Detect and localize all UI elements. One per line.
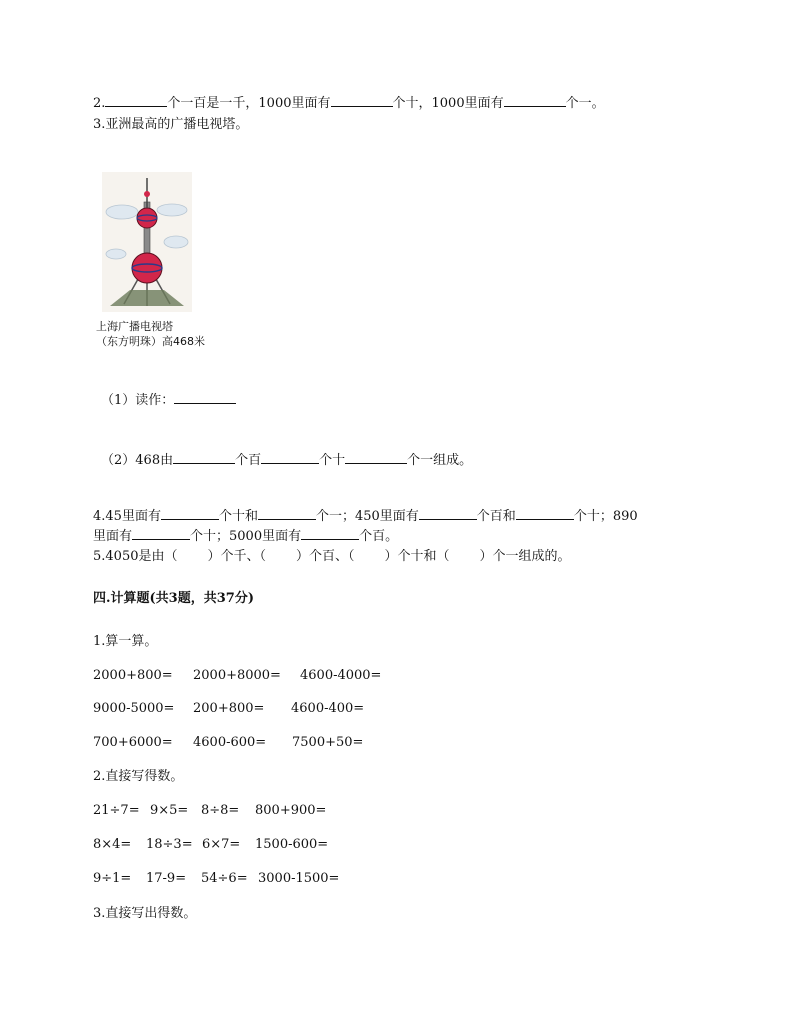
q4-text: 4.45里面有 bbox=[93, 509, 161, 524]
sub2-text: 个百 bbox=[235, 453, 262, 468]
calc-item: 2000+8000= bbox=[193, 668, 281, 683]
answer-blank[interactable] bbox=[173, 451, 235, 464]
answer-blank[interactable] bbox=[105, 94, 167, 107]
calc-item: 9×5= bbox=[150, 803, 189, 818]
question-2-text: 个十，1000里面有 bbox=[392, 96, 504, 111]
sub2-text: 个十 bbox=[319, 453, 346, 468]
question-4-line2 bbox=[93, 527, 398, 546]
sub1-label: （1）读作： bbox=[101, 393, 175, 408]
calc-item: 17-9= bbox=[146, 871, 187, 886]
answer-blank[interactable] bbox=[261, 451, 319, 464]
calc-item: 3000-1500= bbox=[258, 871, 340, 886]
calc-item: 4600-4000= bbox=[300, 668, 382, 683]
q5-text: ）个千、（ bbox=[207, 549, 267, 564]
calc-item: 800+900= bbox=[255, 803, 327, 818]
answer-blank[interactable] bbox=[174, 391, 236, 404]
calc-item: 21÷7= bbox=[93, 803, 140, 818]
question-5 bbox=[93, 548, 571, 566]
question-2-number: 2. bbox=[93, 96, 106, 111]
calc1-title: 1.算一算。 bbox=[93, 634, 158, 649]
sub2-text: 个一组成。 bbox=[407, 453, 473, 468]
answer-blank[interactable] bbox=[331, 94, 393, 107]
q4-text: 个百和 bbox=[476, 509, 516, 524]
calc-item: 1500-600= bbox=[255, 837, 329, 852]
calc-item: 9÷1= bbox=[93, 871, 132, 886]
q5-text: ）个百、（ bbox=[296, 549, 355, 564]
question-2-text: 个一。 bbox=[565, 96, 605, 111]
calc-item: 18÷3= bbox=[146, 837, 193, 852]
question-4-line1 bbox=[93, 507, 638, 526]
section-4-title: 四.计算题(共3题，共37分) bbox=[93, 591, 254, 606]
calc3-title: 3.直接写出得数。 bbox=[93, 906, 197, 921]
q4-text: 个百。 bbox=[359, 529, 399, 544]
calc-item: 4600-400= bbox=[291, 701, 365, 716]
tower-caption-line2: （东方明珠）高468米 bbox=[96, 335, 205, 348]
calc-item: 8×4= bbox=[93, 837, 132, 852]
calc-item: 700+6000= bbox=[93, 735, 173, 750]
calc-item: 7500+50= bbox=[292, 735, 364, 750]
sub2-text: （2）468由 bbox=[101, 453, 174, 468]
answer-blank[interactable] bbox=[516, 507, 574, 520]
q5-text: 5.4050是由（ bbox=[93, 549, 178, 564]
q4-text: 个十和 bbox=[218, 509, 258, 524]
answer-blank[interactable] bbox=[301, 527, 359, 540]
calc-item: 6×7= bbox=[202, 837, 241, 852]
q4-text: 个一；450里面有 bbox=[315, 509, 419, 524]
q5-text: ）个一组成的。 bbox=[479, 549, 571, 564]
calc-item: 9000-5000= bbox=[93, 701, 175, 716]
calc-item: 8÷8= bbox=[201, 803, 240, 818]
answer-blank[interactable] bbox=[132, 527, 190, 540]
q4-text: 里面有 bbox=[93, 529, 133, 544]
question-2 bbox=[93, 94, 605, 113]
question-3-sub1 bbox=[101, 391, 236, 410]
answer-blank[interactable] bbox=[345, 451, 407, 464]
answer-blank[interactable] bbox=[161, 507, 219, 520]
tower-caption-line1: 上海广播电视塔 bbox=[96, 320, 173, 333]
calc-item: 200+800= bbox=[193, 701, 265, 716]
question-2-text: 个一百是一千，1000里面有 bbox=[167, 96, 331, 111]
calc-item: 2000+800= bbox=[93, 668, 173, 683]
q4-text: 个十；5000里面有 bbox=[190, 529, 302, 544]
answer-blank[interactable] bbox=[258, 507, 316, 520]
answer-blank[interactable] bbox=[504, 94, 566, 107]
question-3-title: 3.亚洲最高的广播电视塔。 bbox=[93, 117, 249, 132]
answer-blank[interactable] bbox=[419, 507, 477, 520]
question-3-sub2 bbox=[101, 451, 472, 470]
calc-item: 54÷6= bbox=[201, 871, 248, 886]
tower-illustration bbox=[102, 172, 192, 312]
q4-text: 个十；890 bbox=[573, 509, 638, 524]
calc-item: 4600-600= bbox=[193, 735, 267, 750]
q5-text: ）个十和（ bbox=[384, 549, 450, 564]
calc2-title: 2.直接写得数。 bbox=[93, 769, 184, 784]
